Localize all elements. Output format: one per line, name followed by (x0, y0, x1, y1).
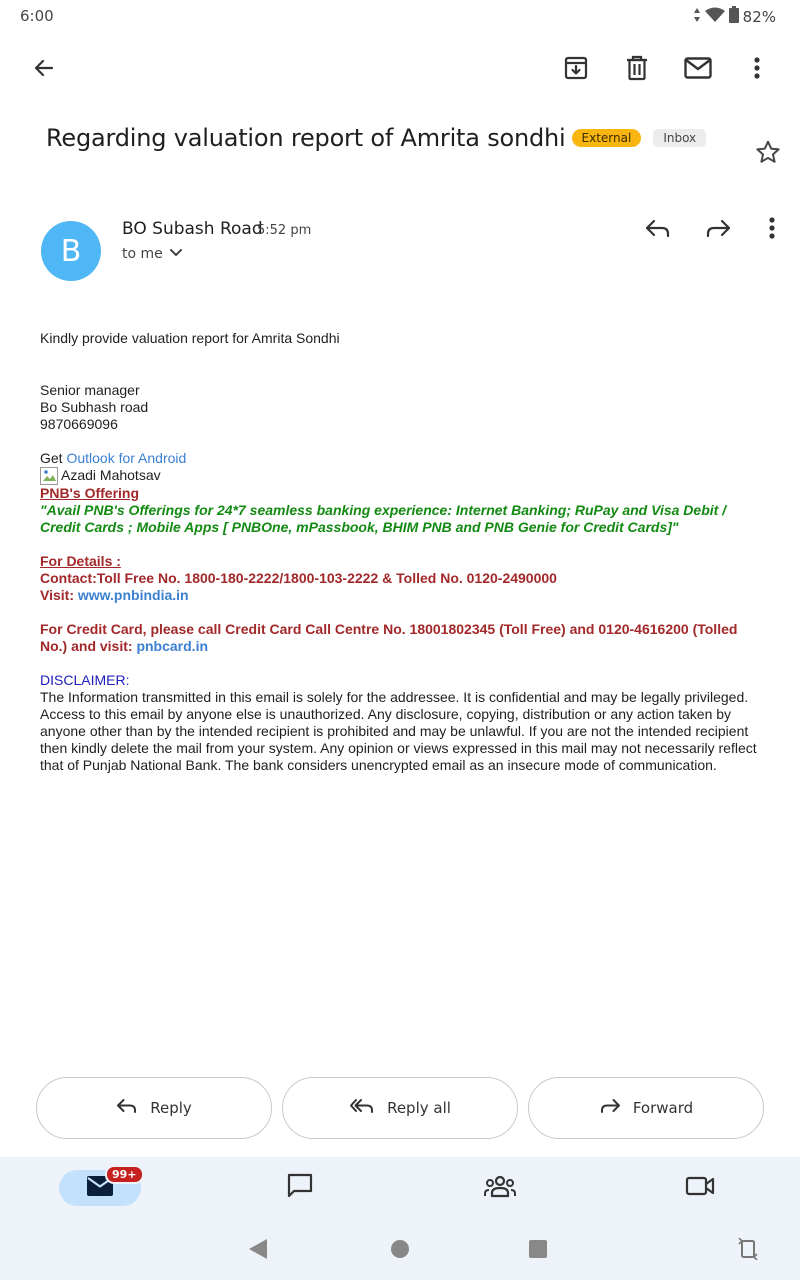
chevron-down-icon (169, 246, 183, 262)
reply-icon (116, 1097, 138, 1119)
system-back-button[interactable] (238, 1231, 278, 1271)
avatar-letter: B (60, 233, 82, 269)
rotate-icon (738, 1238, 758, 1265)
outlook-link[interactable]: Outlook for Android (66, 450, 187, 466)
email-subject: Regarding valuation report of Amrita sondhi (46, 124, 566, 152)
reply-all-button[interactable] (282, 1077, 518, 1139)
inbox-label[interactable]: Inbox (653, 129, 706, 147)
nav-meet[interactable] (660, 1157, 740, 1219)
forward-icon (599, 1097, 621, 1119)
spaces-icon (484, 1174, 516, 1203)
external-label: External (572, 129, 642, 147)
details-title: For Details : (40, 553, 121, 569)
meet-icon (685, 1175, 715, 1202)
delete-icon (625, 55, 649, 86)
get-outlook-prefix: Get (40, 450, 67, 466)
pnbcard-link[interactable]: pnbcard.in (136, 638, 209, 654)
subject-row (46, 124, 736, 152)
mark-unread-button[interactable] (670, 42, 726, 98)
message-time: 5:52 pm (257, 223, 312, 238)
credit-card-line (40, 621, 768, 655)
email-body (40, 330, 768, 774)
more-options-button[interactable] (729, 42, 785, 98)
delete-button[interactable] (609, 42, 665, 98)
credit-card-text: For Credit Card, please call Credit Card Call Centre No. 18001802345 (Toll Free) and 0120-4616200 (Tolled No.) and visit: (40, 621, 738, 654)
triangle-back-icon (248, 1238, 268, 1265)
star-icon (755, 139, 781, 170)
top-toolbar (0, 42, 800, 98)
reply-icon-button[interactable] (634, 206, 682, 254)
star-button[interactable] (744, 130, 792, 178)
system-recents-button[interactable] (518, 1231, 558, 1271)
recipients-text: to me (122, 246, 163, 262)
more-vert-icon (769, 217, 775, 244)
mark-unread-icon (684, 57, 712, 84)
signature-title: Senior manager (40, 382, 140, 398)
offering-text: "Avail PNB's Offerings for 24*7 seamless banking experience: Internet Banking; RuPay and Visa Debit / Credit Cards ; Mobile Apps [ PNBOne, mPassbook, BHIM PNB and PNB Genie for Credit Cards]" (40, 502, 727, 535)
disclaimer-title: DISCLAIMER: (40, 672, 130, 688)
unread-count-badge: 99+ (105, 1165, 144, 1184)
reply-all-icon (349, 1097, 375, 1119)
image-alt-text: Azadi Mahotsav (61, 467, 161, 483)
sender-name: BO Subash Road (122, 219, 263, 239)
signature-branch: Bo Subhash road (40, 399, 149, 415)
system-home-button[interactable] (380, 1231, 420, 1271)
reply-button[interactable] (36, 1077, 272, 1139)
chat-icon (286, 1172, 314, 1205)
reply-icon (645, 218, 671, 243)
forward-icon (705, 218, 731, 243)
status-icons (693, 6, 776, 28)
forward-button[interactable] (528, 1077, 764, 1139)
square-recents-icon (528, 1239, 548, 1264)
status-time: 6:00 (20, 7, 54, 25)
archive-button[interactable] (548, 42, 604, 98)
recipients-toggle[interactable] (122, 246, 183, 262)
nav-chat[interactable] (260, 1157, 340, 1219)
body-line: Kindly provide valuation report for Amrita Sondhi (40, 330, 340, 346)
battery-percent: 82% (742, 8, 776, 26)
circle-home-icon (390, 1239, 410, 1264)
get-outlook-line (40, 450, 768, 467)
status-bar (0, 0, 800, 32)
wifi-icon (705, 7, 725, 28)
forward-icon-button[interactable] (694, 206, 742, 254)
reply-label: Reply (150, 1099, 192, 1117)
broken-image-icon (40, 467, 60, 485)
message-more-button[interactable] (748, 206, 796, 254)
offering-title: PNB's Offering (40, 485, 140, 501)
disclaimer-text: The Information transmitted in this email is solely for the addressee. It is confidential and may be legally privileged. Access to this email by anyone else is unauthorized. Any disclosure, copying, distribution or any action taken by anyone other than by the intended recipient is prohibited and may be unlawful. If you are not the intended recipient then kindly delete the mail from your system. Any opinion or views expressed in this mail may not necessarily reflect that of Punjab National Bank. The bank considers unencrypted email as an insecure mode of communication. (40, 689, 757, 773)
forward-label: Forward (632, 1099, 694, 1117)
reply-all-label: Reply all (387, 1099, 451, 1117)
pnbindia-link[interactable]: www.pnbindia.in (77, 587, 189, 603)
contact-line: Contact:Toll Free No. 1800-180-2222/1800-103-2222 & Tolled No. 0120-2490000 (40, 570, 557, 586)
nav-spaces[interactable] (460, 1157, 540, 1219)
azadi-image-placeholder (40, 467, 768, 485)
archive-icon (563, 55, 589, 86)
signature-phone: 9870669096 (40, 416, 118, 432)
bottom-navigation (0, 1157, 800, 1219)
more-vert-icon (754, 57, 760, 84)
rotate-screen-button[interactable] (728, 1231, 768, 1271)
battery-icon (729, 6, 739, 28)
system-navigation-bar (0, 1219, 800, 1280)
visit-label: Visit: (40, 587, 78, 603)
back-button[interactable] (16, 42, 72, 98)
back-arrow-icon (32, 56, 56, 85)
data-arrows-icon (693, 7, 701, 28)
sender-avatar[interactable] (41, 221, 101, 281)
visit-line (40, 587, 768, 604)
